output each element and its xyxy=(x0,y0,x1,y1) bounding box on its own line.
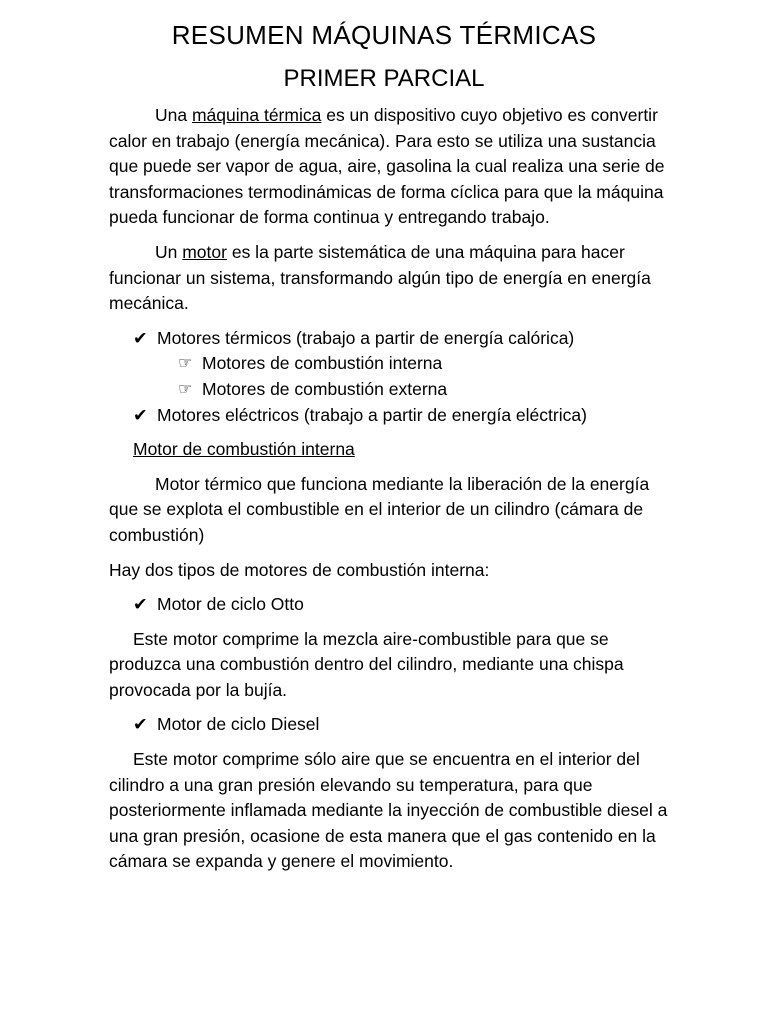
check-icon: ✔ xyxy=(133,594,148,615)
section-heading xyxy=(109,437,669,463)
paragraph-motor xyxy=(109,240,669,317)
check-icon: ✔ xyxy=(133,714,148,735)
list-subitem xyxy=(109,351,669,377)
list-item xyxy=(109,403,669,429)
list-item-text: Motor de ciclo Otto xyxy=(157,594,304,615)
paragraph-diesel: Este motor comprime sólo aire que se encuentra en el interior del cilindro a una gran presión elevando su temperatura, para que posteriormente inflamada mediante la inyección de combustible diesel a una gran presión, ocasione de esta manera que el gas contenido en la cámara se expanda y genere el movimiento. xyxy=(109,749,668,872)
paragraph-text: es un dispositivo cuyo objetivo es convertir calor en trabajo (energía mecánica). Para esto se utiliza una sustancia que puede ser vapor de agua, aire, gasolina la cual realiza una serie de transformaciones termodinámicas de forma cíclica para que la máquina pueda funcionar de forma continua y entregando trabajo. xyxy=(109,105,665,228)
list-item-text: Motores eléctricos (trabajo a partir de energía eléctrica) xyxy=(157,404,587,425)
paragraph-maquina-termica xyxy=(109,103,669,231)
list-item-otto xyxy=(109,592,669,618)
pointing-hand-icon: ☞ xyxy=(178,380,193,398)
list-item-text: Motor de ciclo Diesel xyxy=(157,714,320,735)
paragraph-otto: Este motor comprime la mezcla aire-combustible para que se produzca una combustión dentro del cilindro, mediante una chispa provocada por la bujía. xyxy=(109,628,624,700)
pointing-hand-icon: ☞ xyxy=(178,355,193,373)
motor-types-list xyxy=(109,326,669,428)
list-subitem-text: Motores de combustión externa xyxy=(202,378,448,399)
list-subitem xyxy=(109,377,669,403)
paragraph-text: Una xyxy=(155,105,192,125)
paragraph-text: es la parte sistemática de una máquina para hacer funcionar un sistema, transformando algún tipo de energía en energía mecánica. xyxy=(109,241,651,314)
list-item-text: Motores térmicos (trabajo a partir de energía calórica) xyxy=(157,327,575,348)
paragraph-text: Un xyxy=(155,241,183,262)
list-subitem-text: Motores de combustión interna xyxy=(202,353,443,374)
term-maquina-termica: máquina térmica xyxy=(191,105,322,125)
document-title: RESUMEN MÁQUINAS TÉRMICAS xyxy=(171,20,597,50)
section-heading-text: Motor de combustión interna xyxy=(133,439,355,460)
document-page xyxy=(109,18,669,875)
document-subtitle: PRIMER PARCIAL xyxy=(283,65,485,92)
term-motor: motor xyxy=(182,241,227,262)
list-item xyxy=(109,326,669,352)
paragraph-combustion-interna: Motor térmico que funciona mediante la liberación de la energía que se explota el combustible en el interior de un cilindro (cámara de combustión) xyxy=(109,473,650,545)
paragraph-tipos: Hay dos tipos de motores de combustión interna: xyxy=(109,559,490,580)
list-item-diesel xyxy=(109,712,669,738)
check-icon: ✔ xyxy=(133,327,148,348)
check-icon: ✔ xyxy=(133,404,148,425)
